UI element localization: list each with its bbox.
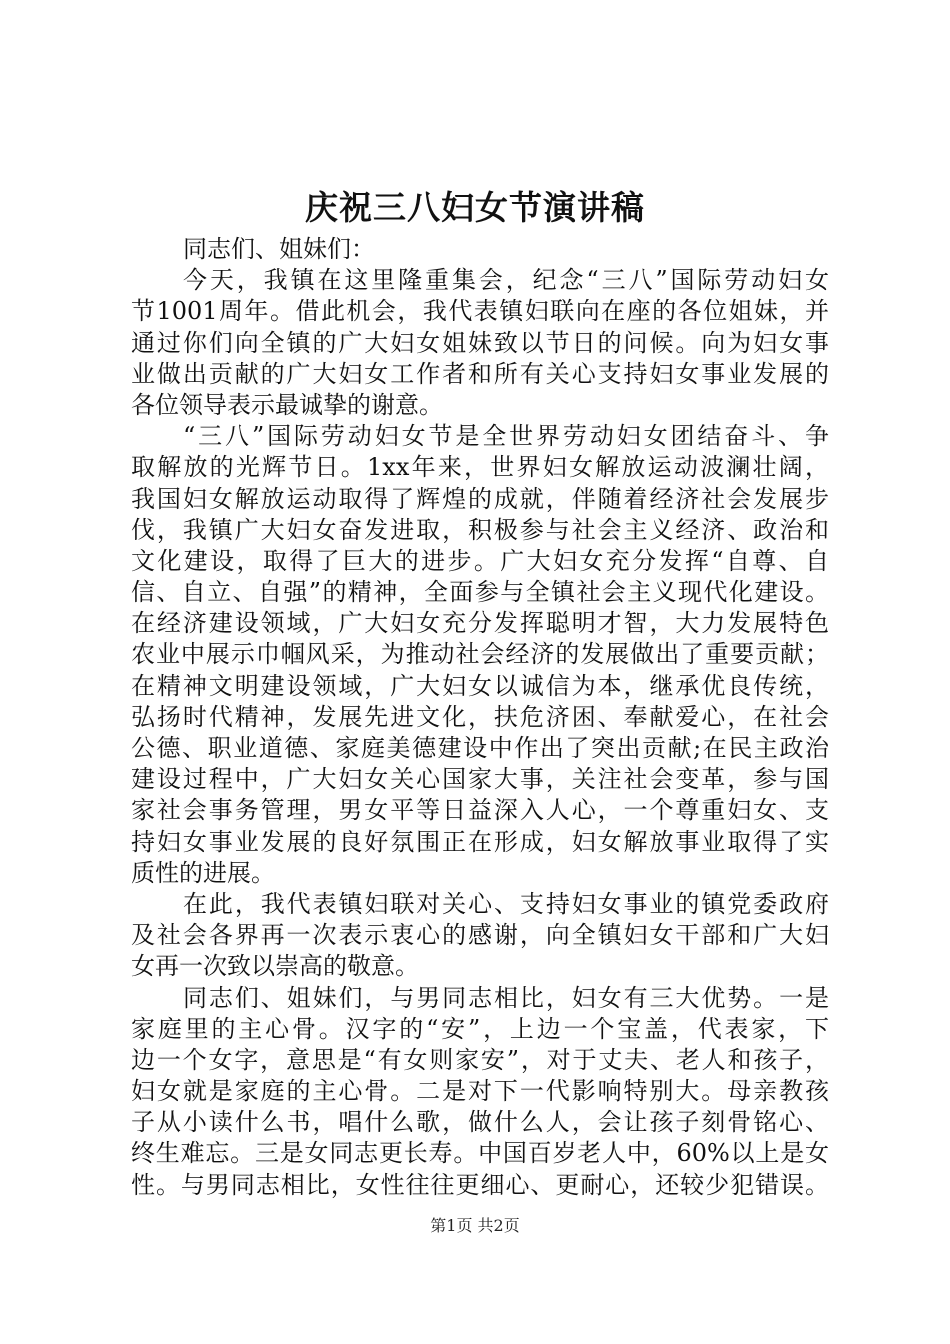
text-line: 在此，我代表镇妇联对关心、支持妇女事业的镇党委政府 xyxy=(183,889,829,918)
page-indicator: 第1页 共2页 xyxy=(430,1216,520,1235)
text-line: 伐，我镇广大妇女奋发进取，积极参与社会主义经济、政治和 xyxy=(131,515,829,544)
text-line: 在精神文明建设领域，广大妇女以诚信为本，继承优良传统， xyxy=(131,671,829,700)
document-body xyxy=(131,234,829,1201)
text-line: 及社会各界再一次表示衷心的感谢，向全镇妇女干部和广大妇 xyxy=(131,921,829,950)
text-line: 在经济建设领域，广大妇女充分发挥聪明才智，大力发展特色 xyxy=(131,609,829,638)
text-line: 女再一次致以崇高的敬意。 xyxy=(131,952,419,981)
text-line: 节1001周年。借此机会，我代表镇妇联向在座的各位姐妹，并 xyxy=(131,297,829,326)
text-line: 终生难忘。三是女同志更长寿。中国百岁老人中，60%以上是女 xyxy=(131,1139,829,1168)
text-line: 公德、职业道德、家庭美德建设中作出了突出贡献;在民主政治 xyxy=(131,734,829,762)
text-line: 各位领导表示最诚挚的谢意。 xyxy=(131,390,443,419)
text-line: 同志们、姐妹们，与男同志相比，妇女有三大优势。一是 xyxy=(183,983,829,1012)
text-line: 边一个女字，意思是“有女则家安”，对于丈夫、老人和孩子， xyxy=(131,1045,829,1074)
text-line: 我国妇女解放运动取得了辉煌的成就，伴随着经济社会发展步 xyxy=(131,484,829,513)
text-line: 今天，我镇在这里隆重集会，纪念“三八”国际劳动妇女 xyxy=(183,266,829,295)
text-line: 建设过程中，广大妇女关心国家大事，关注社会变革，参与国 xyxy=(131,765,829,794)
text-line: 同志们、姐妹们： xyxy=(183,235,375,263)
text-line: 质性的进展。 xyxy=(131,858,275,887)
text-line: 性。与男同志相比，女性往往更细心、更耐心，还较少犯错误。 xyxy=(131,1170,829,1199)
document-title: 庆祝三八妇女节演讲稿 xyxy=(305,188,645,227)
text-line: 取解放的光辉节日。1xx年来，世界妇女解放运动波澜壮阔， xyxy=(131,453,829,482)
text-line: 通过你们向全镇的广大妇女姐妹致以节日的问候。向为妇女事 xyxy=(131,328,829,357)
text-line: 子从小读什么书，唱什么歌，做什么人，会让孩子刻骨铭心、 xyxy=(131,1108,829,1137)
text-line: 家庭里的主心骨。汉字的“安”，上边一个宝盖，代表家，下 xyxy=(131,1014,829,1043)
text-line: 家社会事务管理，男女平等日益深入人心，一个尊重妇女、支 xyxy=(131,796,829,825)
text-line: 妇女就是家庭的主心骨。二是对下一代影响特别大。母亲教孩 xyxy=(131,1077,829,1106)
text-line: 弘扬时代精神，发展先进文化，扶危济困、奉献爱心，在社会 xyxy=(131,702,829,731)
text-line: “三八”国际劳动妇女节是全世界劳动妇女团结奋斗、争 xyxy=(183,422,829,451)
text-line: 业做出贡献的广大妇女工作者和所有关心支持妇女事业发展的 xyxy=(131,359,829,388)
text-line: 农业中展示巾帼风采，为推动社会经济的发展做出了重要贡献； xyxy=(131,640,829,669)
text-line: 信、自立、自强”的精神，全面参与全镇社会主义现代化建设。 xyxy=(131,578,829,607)
text-line: 文化建设，取得了巨大的进步。广大妇女充分发挥“自尊、自 xyxy=(131,546,829,575)
text-line: 持妇女事业发展的良好氛围正在形成，妇女解放事业取得了实 xyxy=(131,827,829,856)
